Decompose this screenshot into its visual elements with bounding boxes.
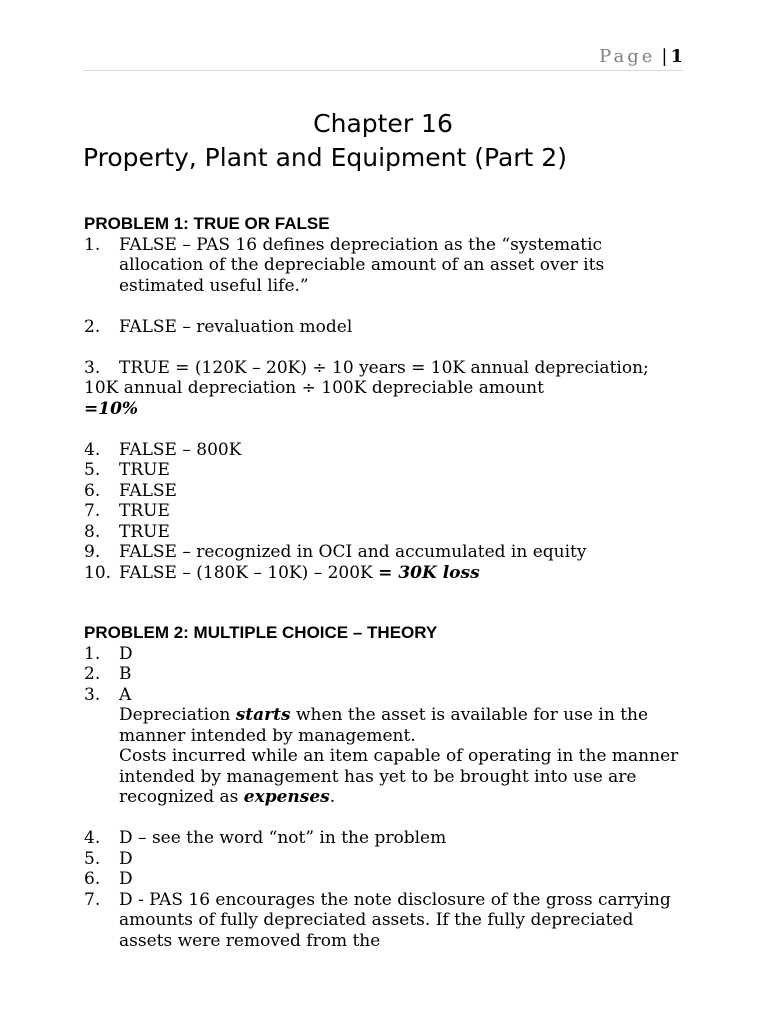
page-label: Page [599, 46, 656, 67]
item-number: 7. [84, 501, 101, 521]
document-body [84, 214, 684, 951]
item-number: 6. [84, 480, 101, 501]
bullet-icon [84, 746, 119, 808]
item-number: 3. [84, 684, 101, 705]
item-text: D [119, 848, 133, 869]
header-rule [83, 70, 683, 71]
list-item [84, 317, 684, 338]
item-text: D [119, 869, 133, 889]
item-text: FALSE – 800K [119, 439, 242, 460]
list-item [84, 481, 684, 502]
chapter-subtitle: Property, Plant and Equipment (Part 2) [83, 143, 567, 172]
item-text: D – see the word “not” in the problem [119, 828, 447, 848]
page-number: 1 [670, 46, 683, 67]
item-text: TRUE [119, 460, 170, 480]
item-number: 6. [84, 869, 101, 889]
item-text: TRUE [119, 521, 170, 542]
bullet-emphasis: expenses [243, 787, 330, 807]
list-item [84, 828, 684, 849]
list-item [84, 685, 684, 706]
bullet-text: when the asset is available for use in the manner intended by management. [119, 705, 649, 746]
item-result: 30K loss [398, 562, 480, 583]
item-number: 10. [84, 562, 112, 583]
item-text: FALSE [119, 480, 177, 501]
list-item [84, 849, 684, 870]
item-number: 7. [84, 889, 101, 910]
bullet-text: Costs incurred while an item capable of operating in the manner intended by management has yet to be brought into use are recognized as [119, 746, 679, 807]
item-number: 1. [84, 234, 101, 255]
item-number: 2. [84, 664, 101, 684]
item-number: 4. [84, 828, 101, 848]
item-number: 8. [84, 521, 101, 542]
chapter-title: Chapter 16 [313, 109, 453, 138]
item-number: 5. [84, 460, 101, 480]
list-item [84, 522, 684, 543]
list-item [84, 460, 684, 481]
page-separator: | [661, 46, 668, 67]
bullet-text: Depreciation [119, 705, 236, 725]
item-text: FALSE – recognized in OCI and accumulated in equity [119, 542, 587, 562]
list-item [84, 235, 684, 297]
item-continuation: 10K annual depreciation ÷ 100K depreciable amount [84, 378, 544, 398]
list-item [84, 440, 684, 461]
item-number: 4. [84, 439, 101, 460]
item-number: 5. [84, 848, 101, 869]
list-item [84, 664, 684, 685]
problem2-heading: PROBLEM 2: MULTIPLE CHOICE – THEORY [84, 623, 438, 642]
list-item [84, 358, 684, 379]
bullet-item [84, 705, 684, 746]
bullet-emphasis: starts [235, 705, 291, 725]
item-text: B [119, 664, 132, 684]
item-text: FALSE – revaluation model [119, 316, 353, 337]
item-number: 2. [84, 316, 101, 337]
bullet-text: . [329, 787, 336, 807]
list-item [84, 542, 684, 563]
bullet-item [84, 746, 684, 808]
page-header [83, 46, 683, 67]
item-text: FALSE – PAS 16 defines depreciation as the “systematic allocation of the depreciable amount of an asset over its estimated useful life.” [119, 234, 605, 296]
item-number: 1. [84, 643, 101, 664]
list-item [84, 869, 684, 890]
title-block [83, 107, 683, 175]
item-text: TRUE = (120K – 20K) ÷ 10 years = 10K annual depreciation; [119, 357, 649, 378]
item-text: TRUE [119, 501, 170, 521]
list-item [84, 501, 684, 522]
item-number: 3. [84, 357, 101, 378]
list-item [84, 644, 684, 665]
item-text: D [119, 643, 133, 664]
item-text: A [119, 684, 132, 705]
list-item [84, 563, 684, 584]
bullet-icon [84, 705, 119, 746]
item-equals: = [378, 562, 399, 583]
item-text: FALSE – (180K – 10K) – 200K [119, 562, 379, 583]
item-number: 9. [84, 542, 101, 562]
list-item [84, 890, 684, 952]
item-result: =10% [84, 398, 139, 419]
problem1-heading: PROBLEM 1: TRUE OR FALSE [84, 214, 330, 233]
item-text: D - PAS 16 encourages the note disclosure of the gross carrying amounts of fully depreciated assets. If the fully depreciated assets were removed from the [119, 889, 671, 951]
